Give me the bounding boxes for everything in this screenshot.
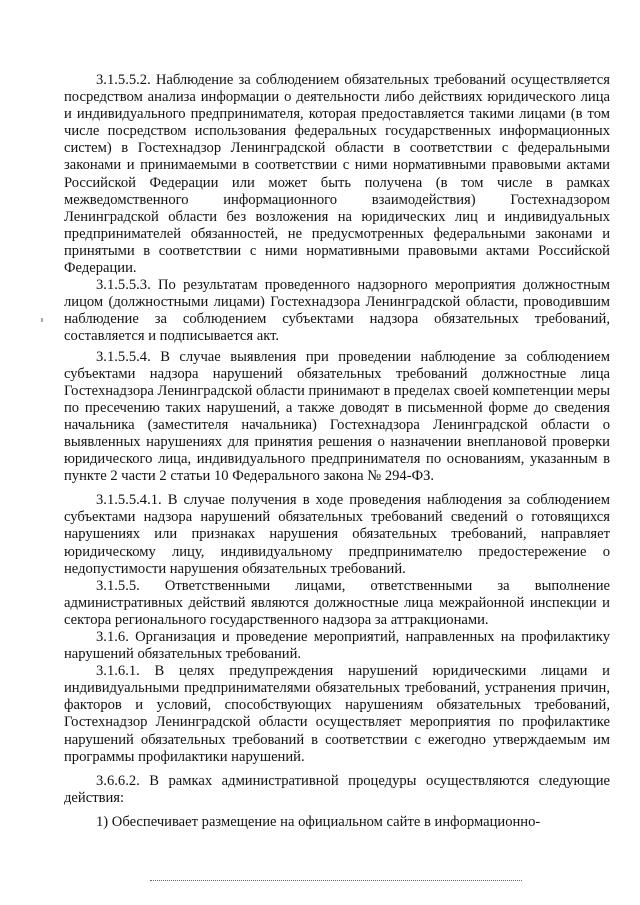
scan-speck [41,318,43,322]
paragraph-3-1-5-5-4: 3.1.5.5.4. В случае выявления при проведении наблюдение за соблюдением субъектами надзора нарушений обязательных требований должностные лица Гостехнадзора Ленинградской области принимают в пределах своей компетенции меры по пресечению таких нарушений, а также доводят в письменной форме до сведения начальника (заместителя начальника) Гостехнадзора Ленинградской области о выявленных нарушениях для принятия решения о назначении внеплановой проверки юридического лица, индивидуального предпринимателя по основаниям, указанным в пункте 2 части 2 статьи 10 Федерального закона № 294-ФЗ. [64,348,610,485]
paragraph-3-1-5-5-2: 3.1.5.5.2. Наблюдение за соблюдением обязательных требований осуществляется посредством анализа информации о деятельности либо действиях юридического лица и индивидуального предпринимателя, которая предоставляется такими лицами (в том числе посредством использования федеральных государственных информационных систем) в Гостехнадзор Ленинградской области в соответствии с федеральными законами и принимаемыми в соответствии с ними нормативными правовыми актами Российской Федерации или может быть получена (в том числе в рамках межведомственного информационного взаимодействия) Гостехнадзором Ленинградской области без возложения на юридических лиц и индивидуальных предпринимателей обязанностей, не предусмотренных федеральными законами и принятыми в соответствии с ними нормативными правовыми актами Российской Федерации. [64,72,610,277]
document-body [64,72,610,831]
paragraph-3-1-5-5: 3.1.5.5. Ответственными лицами, ответственными за выполнение административных действий являются должностные лица межрайонной инспекции и сектора регионального государственного надзора за аттракционами. [64,577,610,628]
paragraph-3-1-5-5-3: 3.1.5.5.3. По результатам проведенного надзорного мероприятия должностным лицом (должностными лицами) Гостехнадзора Ленинградской области, проводившим наблюдение за соблюдением субъектами надзора обязательных требований, составляется и подписывается акт. [64,277,610,345]
paragraph-3-1-5-5-4-1: 3.1.5.5.4.1. В случае получения в ходе проведения наблюдения за соблюдением субъектами надзора нарушений обязательных требований сведений о готовящихся нарушениях или признаках нарушения обязательных требований, направляет юридическому лицу, индивидуальному предпринимателю предостережение о недопустимости нарушения обязательных требований. [64,492,610,577]
paragraph-3-1-6: 3.1.6. Организация и проведение мероприятий, направленных на профилактику нарушений обязательных требований. [64,629,610,663]
paragraph-item-1: 1) Обеспечивает размещение на официальном сайте в информационно- [96,813,541,830]
paragraph-3-1-6-1: 3.1.6.1. В целях предупреждения нарушений юридическими лицами и индивидуальными предпринимателями обязательных требований, устранения причин, факторов и условий, способствующих нарушениям обязательных требований, Гостехнадзор Ленинградской области осуществляет мероприятия по профилактике нарушений обязательных требований в соответствии с ежегодно утверждаемым им программы профилактики нарушений. [64,663,610,765]
page-bottom-rule [150,880,522,881]
paragraph-3-6-6-2: 3.6.6.2. В рамках административной процедуры осуществляются следующие действия: [64,772,610,806]
